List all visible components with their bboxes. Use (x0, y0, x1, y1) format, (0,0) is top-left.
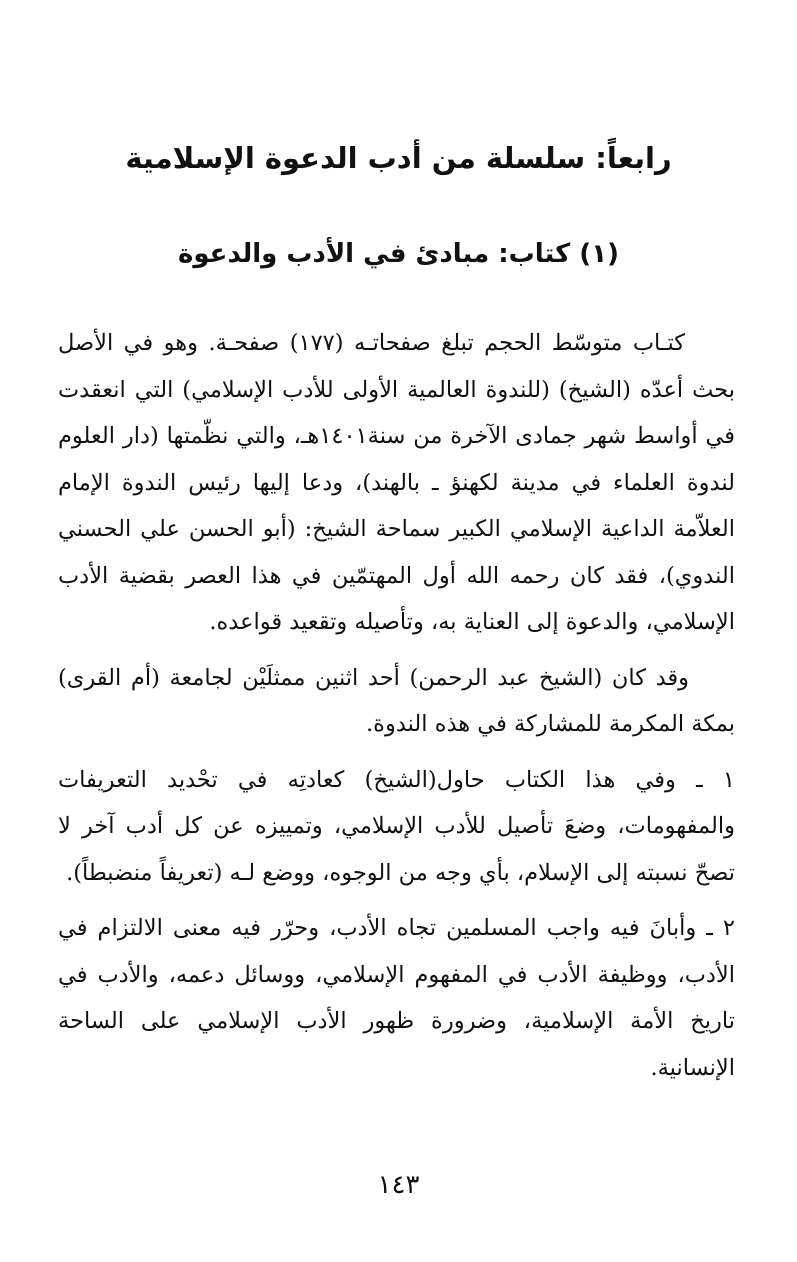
section-title: رابعاً: سلسلة من أدب الدعوة الإسلامية (125, 141, 672, 175)
paragraph-intro: كتـاب متوسّط الحجم تبلغ صفحاتـه (١٧٧) صفحـة. وهو في الأصل بحث أعدّه (الشيخ) (للندوة العالمية الأولى للأدب الإسلامي) التي انعقدت في أواسط شهر جمادى الآخرة من سنة١٤٠١هـ، والتي نظّمتها (دار العلوم لندوة العلماء في مدينة لكهنؤ ـ بالهند)، ودعا إليها رئيس الندوة الإمام العلاّمة الداعية الإسلامي الكبير سماحة الشيخ: (أبو الحسن علي الحسني الندوي)، فقد كان رحمه الله أول المهتمّين في هذا العصر بقضية الأدب الإسلامي، والدعوة إلى العناية به، وتأصيله وتقعيد قواعده. (58, 330, 735, 635)
page-number: ١٤٣ (377, 1170, 420, 1200)
paragraph-representation: وقد كان (الشيخ عبد الرحمن) أحد اثنين ممثلَيْن لجامعة (أم القرى) بمكة المكرمة للمشاركة في هذه الندوة. (58, 664, 735, 737)
book-title: (١) كتاب: مبادئ في الأدب والدعوة (178, 239, 619, 269)
paragraph-point-1: ١ ـ وفي هذا الكتاب حاول(الشيخ) كعادتِه في تحْديد التعريفات والمفهومات، وضعَ تأصيل للأدب الإسلامي، وتمييزه عن كل أدب آخر لا تصحّ نسبته إلى الإسلام، بأي وجه من الوجوه، ووضع لـه (تعريفاً منضبطاً). (58, 766, 735, 886)
body-text (58, 320, 735, 1100)
paragraph-point-2: ٢ ـ وأبانَ فيه واجب المسلمين تجاه الأدب، وحرّر فيه معنى الالتزام في الأدب، ووظيفة الأدب في المفهوم الإسلامي، ووسائل دعمه، والأدب في تاريخ الأمة الإسلامية، وضرورة ظهور الأدب الإسلامي على الساحة الإنسانية. (58, 915, 735, 1081)
